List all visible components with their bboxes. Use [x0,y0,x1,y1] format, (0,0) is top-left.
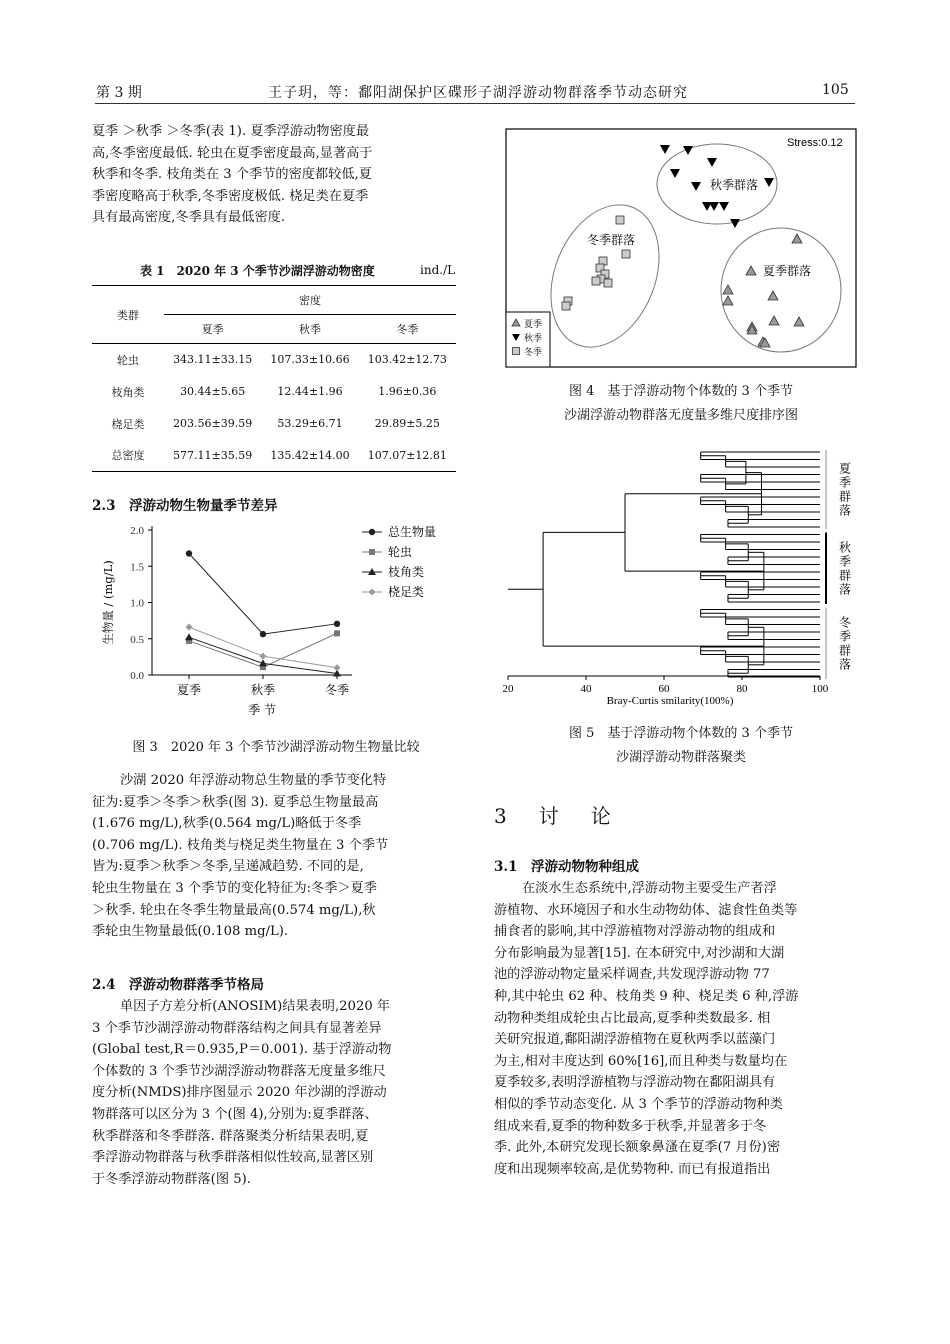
left-paragraph-3: 单因子方差分析(ANOSIM)结果表明,2020 年 3 个季节沙湖浮游动物群落结构之间具有显著差异 (Global test,R＝0.935,P＝0.001). 基于浮游动物 个体数的 3 个季节沙湖浮游动物群落无度量多维尺 度分析(NMDS)排序图显示 2020 年沙湖的浮游动 物群落可以区分为 3 个(图 4),分别为:夏季群落、 秋季群落和冬季群落. 群落聚类分析结果表明,夏 季浮游动物群落与秋季群落相似性较高,显著区别 于冬季浮游动物群落(图 5). [92,999,392,1187]
issue-number: 第 3 期 [96,85,142,101]
group-label-char: 季 [838,554,852,569]
data-point [185,633,193,640]
legend-marker [513,348,520,355]
page-number: 105 [822,82,849,98]
table1 [92,285,456,472]
data-point [186,624,193,631]
fig4-frame [506,129,856,367]
group-label-char: 群 [838,568,852,583]
section-2-4-heading: 2.4 浮游动物群落季节格局 [92,977,264,993]
fig3-line-chart [92,518,460,724]
section-2-3-heading: 2.3 浮游动物生物量季节差异 [92,498,278,514]
legend-label: 冬季 [524,348,543,358]
summer-point [746,266,756,275]
table-row: 枝角类 30.44±5.65 12.44±1.96 1.96±0.36 [111,385,437,399]
section-3-1-heading: 3.1 浮游动物物种组成 [494,859,639,875]
dendro-tick-label: 80 [736,683,748,695]
table-header-density: 密度 [164,286,456,315]
x-tick-label: 秋季 [250,683,276,697]
group-label-char: 落 [838,503,852,518]
y-axis-title: 生物量 / (mg/L) [101,560,115,645]
dendro-xlabel: Bray-Curtis smilarity(100%) [606,695,734,707]
data-point [334,630,340,636]
autumn-point [660,145,670,154]
left-top-paragraph: 夏季 ＞秋季 ＞冬季(表 1). 夏季浮游动物密度最 高,冬季密度最低. 轮虫在夏季密度最高,显著高于 秋季和冬季. 枝角类在 3 个季节的密度都较低,夏 季密度略高于秋季,冬季密度极低. 桡足类在夏季 具有最高密度,冬季具有最低密度. [92,124,373,226]
series-line [189,553,337,634]
right-paragraph: 在淡水生态系统中,浮游动物主要受生产者浮 游植物、水环境因子和水生动物幼体、滤食性鱼类等 捕食者的影响,其中浮游植物对浮游动物的组成和 分布影响最为显著[15]. 在本研究中,对沙湖和大湖 池的浮游动物定量采样调查,共发现浮游动物 77 种,其中轮虫 62 种、枝角类 9 种、桡足类 6 种,浮游 动物种类组成轮虫占比最高,夏季种类数最多. 相 关研究报道,鄱阳湖浮游植物在夏秋两季以蓝藻门 为主,相对丰度达到 60%[16],而且种类与数量均在 夏季较多,表明浮游植物与浮游动物在鄱阳湖具有 相似的季节动态变化. 从 3 个季节的浮游动物种类 组成来看,夏季的物种数多于秋季,并显著多于冬 季. 此外,本研究发现长额象鼻溞在夏季(7 月份)密 度和出现频率较高,是优势物种. 而已有报道指出 [494,881,799,1177]
legend-marker [369,589,376,596]
fig4-caption-line2: 沙湖浮游动物群落无度量多维尺度排序图 [563,408,798,423]
legend-label: 桡足类 [388,585,425,599]
summer-point [769,316,779,325]
stress-label: Stress:0.12 [787,137,843,149]
autumn-point [707,158,717,167]
summer-point [794,317,804,326]
autumn-point [691,182,701,191]
table-header-winter: 冬季 [359,315,456,344]
winter-point [616,216,624,224]
legend-label: 夏季 [524,320,543,330]
section-3-heading: 3 讨 论 [494,804,617,828]
fig5-caption-line2: 沙湖浮游动物群落聚类 [615,750,746,765]
winter-group-label: 冬季群落 [587,233,636,247]
data-point [334,621,340,627]
data-point [186,550,192,556]
dendro-tick-label: 40 [580,683,592,695]
winter-point [604,279,612,287]
x-tick-label: 冬季 [324,683,350,697]
autumn-point [764,178,774,187]
group-label-char: 群 [838,489,852,504]
winter-point [622,250,630,258]
summer-point [768,291,778,300]
legend-label: 秋季 [524,334,543,344]
dendro-tick-label: 100 [811,683,829,695]
legend-label: 总生物量 [388,525,437,539]
left-paragraph-2: 沙湖 2020 年浮游动物总生物量的季节变化特 征为:夏季＞冬季＞秋季(图 3). 夏季总生物量最高 (1.676 mg/L),秋季(0.564 mg/L)略低于冬季 (0.706 mg/L). 枝角类与桡足类生物量在 3 个季节 皆为:夏季＞秋季＞冬季,呈递减趋势. 不同的是, 轮虫生物量在 3 个季节的变化特征为:冬季＞夏季 ＞秋季. 轮虫在冬季生物量最高(0.574 mg/L),秋 季轮虫生物量最低(0.108 mg/L). [92,773,389,940]
autumn-point [670,169,680,178]
fig5-dendrogram [500,440,860,710]
group-label-char: 季 [838,629,852,644]
data-point [334,664,341,671]
table-header-summer: 夏季 [164,315,261,344]
group-label-char: 落 [838,582,852,597]
fig5-caption-line1: 图 5 基于浮游动物个体数的 3 个季节 [569,726,793,741]
data-point [260,653,267,660]
summer-group-label: 夏季群落 [763,264,812,278]
winter-point [592,277,600,285]
table-row: 总密度 577.11±35.59 135.42±14.00 107.07±12.81 [92,440,456,472]
y-tick-label: 2.0 [130,525,144,537]
autumn-point [730,219,740,228]
autumn-point [719,202,729,211]
table-header-group: 类群 [92,286,164,344]
group-label-char: 夏 [838,461,852,476]
summer-point [792,234,802,243]
table-row: 轮虫 343.11±33.15 107.33±10.66 103.42±12.73 [117,353,447,367]
group-label-char: 季 [838,475,852,490]
table-header-autumn: 秋季 [261,315,358,344]
summer-ellipse [721,228,841,352]
autumn-group-label: 秋季群落 [710,178,759,192]
y-tick-label: 0.0 [130,670,144,682]
table1-caption: 表 1 2020 年 3 个季节沙湖浮游动物密度 [140,264,375,278]
running-title: 王子玥，等：鄱阳湖保护区碟形子湖浮游动物群落季节动态研究 [268,85,688,101]
fig4-nmds-plot [505,128,857,368]
legend-label: 轮虫 [388,545,413,559]
group-label-char: 落 [838,657,852,672]
dendro-tick-label: 60 [658,683,670,695]
x-tick-label: 夏季 [176,683,202,697]
y-tick-label: 1.0 [130,597,144,610]
header-rule [95,103,855,104]
y-tick-label: 0.5 [130,633,144,646]
dendro-tick-label: 20 [502,683,514,695]
summer-point [723,296,733,305]
table-row: 桡足类 203.56±39.59 53.29±6.71 29.89±5.25 [111,417,440,431]
legend-marker [369,549,375,555]
fig4-caption-line1: 图 4 基于浮游动物个体数的 3 个季节 [569,384,793,399]
fig3-caption: 图 3 2020 年 3 个季节沙湖浮游动物生物量比较 [132,740,420,755]
data-point [260,631,266,637]
legend-marker [369,529,375,535]
autumn-point [709,202,719,211]
x-axis-title: 季 节 [248,703,276,717]
legend-label: 枝角类 [388,565,425,579]
group-label-char: 群 [838,643,852,658]
summer-point [723,285,733,294]
y-tick-label: 1.5 [130,561,144,574]
winter-point [562,302,570,310]
table1-unit: ind./L [420,263,456,277]
group-label-char: 冬 [838,615,852,630]
group-label-char: 秋 [838,540,852,555]
